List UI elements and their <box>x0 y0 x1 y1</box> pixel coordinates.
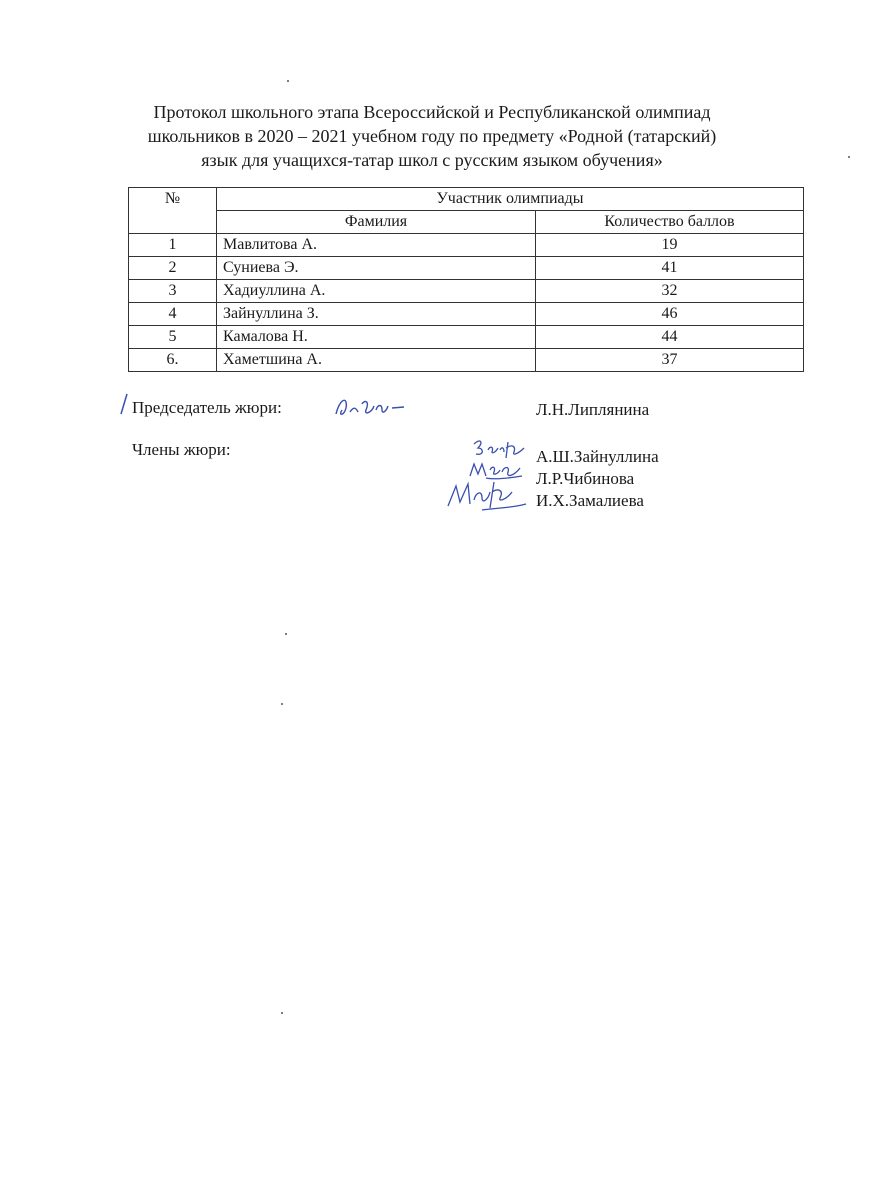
title-line-1: Протокол школьного этапа Всероссийской и Республиканской олимпиад <box>153 102 711 122</box>
col-name-header: Фамилия <box>217 211 536 234</box>
row-number: 1 <box>129 234 217 257</box>
scan-speck <box>281 703 283 705</box>
row-number: 5 <box>129 326 217 349</box>
col-score-header: Количество баллов <box>536 211 804 234</box>
table-row <box>129 257 804 280</box>
member-name: А.Ш.Зайнуллина <box>536 447 659 466</box>
members-label: Члены жюри: <box>132 440 231 459</box>
protocol-title <box>130 100 734 172</box>
row-number: 6. <box>129 349 217 372</box>
row-name: Суниева Э. <box>217 257 536 280</box>
table-row <box>129 280 804 303</box>
row-score: 37 <box>536 349 804 372</box>
row-number: 4 <box>129 303 217 326</box>
scan-speck <box>281 1012 283 1014</box>
table-row <box>129 326 804 349</box>
row-score: 44 <box>536 326 804 349</box>
results-table <box>128 187 804 372</box>
participant-group-header: Участник олимпиады <box>217 188 804 211</box>
chair-signature <box>330 390 410 422</box>
col-num-header: № <box>129 188 217 234</box>
row-score: 32 <box>536 280 804 303</box>
row-name: Камалова Н. <box>217 326 536 349</box>
row-name: Мавлитова А. <box>217 234 536 257</box>
chair-name: Л.Н.Липлянина <box>536 400 650 419</box>
table-row <box>129 234 804 257</box>
header-row-1 <box>129 188 804 211</box>
table-row <box>129 349 804 372</box>
member-signature-1 <box>470 436 530 460</box>
row-number: 2 <box>129 257 217 280</box>
row-name: Хаметшина А. <box>217 349 536 372</box>
table-row <box>129 303 804 326</box>
row-score: 41 <box>536 257 804 280</box>
row-name: Хадиуллина А. <box>217 280 536 303</box>
title-line-3: язык для учащихся-татар школ с русским языком обучения» <box>201 150 663 170</box>
member-signature-3 <box>442 478 532 514</box>
row-name: Зайнуллина З. <box>217 303 536 326</box>
scan-speck <box>287 80 289 82</box>
scan-speck <box>848 156 850 158</box>
header-row-2 <box>129 211 804 234</box>
chair-label: Председатель жюри: <box>132 398 282 417</box>
title-line-2: школьников в 2020 – 2021 учебном году по предмету «Родной (татарский) <box>147 126 717 146</box>
row-score: 46 <box>536 303 804 326</box>
scan-speck <box>285 633 287 635</box>
member-name: Л.Р.Чибинова <box>536 469 635 488</box>
row-score: 19 <box>536 234 804 257</box>
pen-tick-mark <box>118 392 130 416</box>
member-name: И.Х.Замалиева <box>536 491 644 510</box>
row-number: 3 <box>129 280 217 303</box>
